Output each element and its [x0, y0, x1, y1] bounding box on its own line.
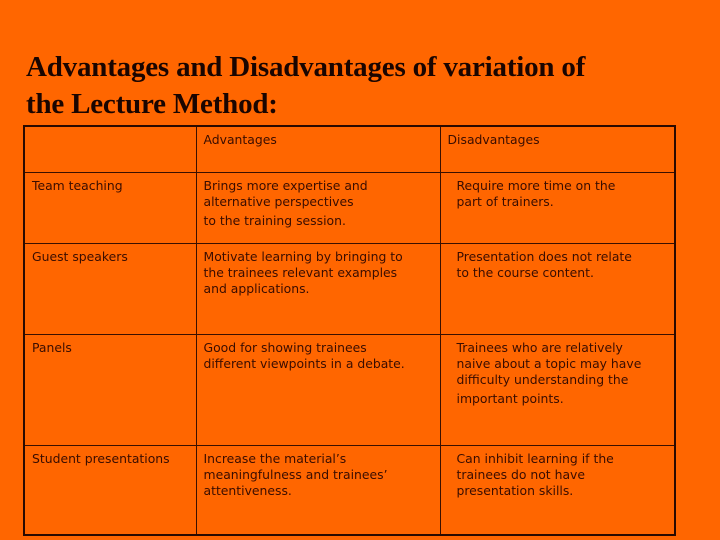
slide-title-line-1: Advantages and Disadvantages of variation of — [26, 51, 586, 83]
disadvantages-cell — [440, 244, 675, 335]
cell-line: trainees do not have — [456, 467, 585, 482]
disadvantages-cell — [440, 173, 675, 244]
cell-line: part of trainers. — [456, 194, 554, 209]
table-row-panels — [24, 335, 675, 446]
advantages-cell — [196, 335, 440, 446]
method-cell: Team teaching — [24, 173, 196, 244]
method-cell: Panels — [24, 335, 196, 446]
header-cell-disadvantages: Disadvantages — [440, 126, 675, 173]
cell-line: alternative perspectives — [203, 194, 354, 209]
advantages-cell — [196, 173, 440, 244]
header-cell-method — [24, 126, 196, 173]
cell-line: Good for showing trainees — [203, 340, 367, 355]
header-cell-advantages: Advantages — [196, 126, 440, 173]
disadvantages-cell — [440, 446, 675, 536]
method-cell: Student presentations — [24, 446, 196, 536]
cell-line: Motivate learning by bringing to — [203, 249, 403, 264]
cell-line: Trainees who are relatively — [456, 340, 623, 355]
slide-title — [26, 49, 706, 123]
table-row-guest-speakers — [24, 244, 675, 335]
cell-line: presentation skills. — [456, 483, 574, 498]
cell-line: naive about a topic may have — [456, 356, 642, 371]
cell-line: meaningfulness and trainees’ — [203, 467, 388, 482]
cell-line: the trainees relevant examples — [203, 265, 398, 280]
table-row-team-teaching — [24, 173, 675, 244]
cell-line: different viewpoints in a debate. — [203, 356, 405, 371]
cell-line: Brings more expertise and — [203, 178, 368, 193]
cell-line: Require more time on the — [456, 178, 616, 193]
cell-line: Presentation does not relate — [456, 249, 632, 264]
cell-line: to the course content. — [456, 265, 594, 280]
method-cell: Guest speakers — [24, 244, 196, 335]
disadvantages-cell — [440, 335, 675, 446]
slide-title-line-2: the Lecture Method: — [26, 88, 278, 120]
cell-line: Increase the material’s — [203, 451, 347, 466]
cell-line: and applications. — [203, 281, 310, 296]
cell-line: attentiveness. — [203, 483, 292, 498]
comparison-table — [23, 125, 676, 536]
advantages-cell — [196, 446, 440, 536]
cell-line: to the training session. — [203, 213, 346, 228]
table-row-student-presentations — [24, 446, 675, 536]
cell-line: Can inhibit learning if the — [456, 451, 614, 466]
cell-line: important points. — [456, 391, 564, 406]
advantages-cell — [196, 244, 440, 335]
table-header-row — [24, 126, 675, 173]
cell-line: difficulty understanding the — [456, 372, 629, 387]
